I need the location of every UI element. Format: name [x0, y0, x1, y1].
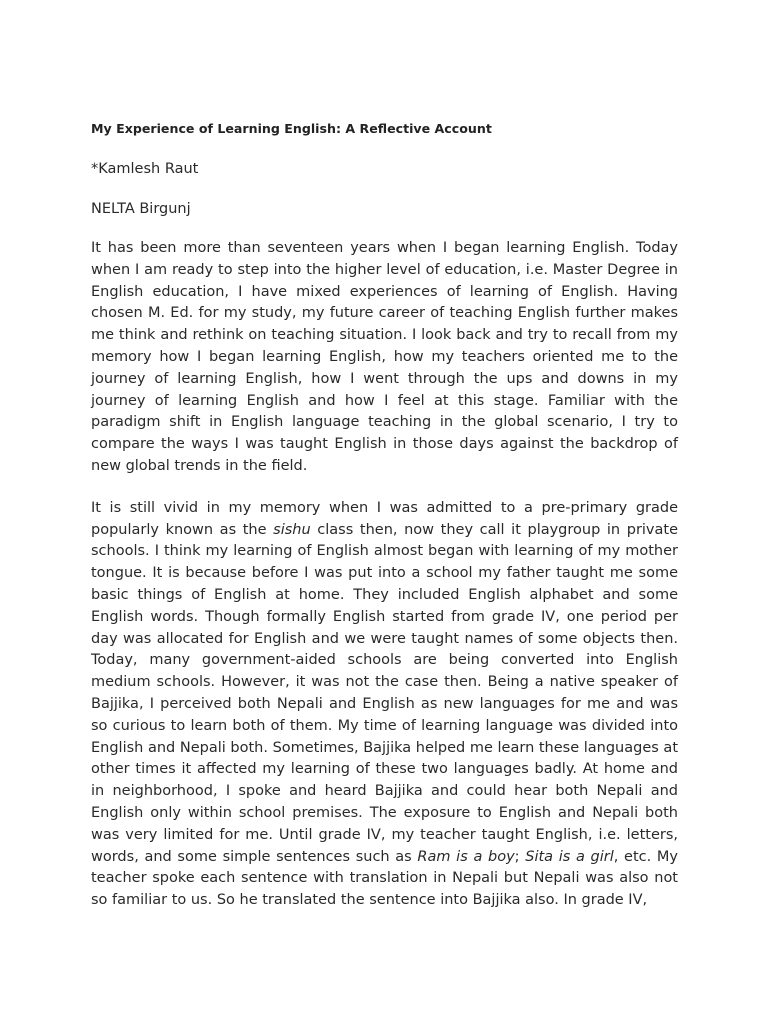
body-paragraph-1: It has been more than seventeen years when I began learning English. Today when I am ready to step into the higher level of education, i.e. Master Degree in English education, I have mixed experiences of learning of English. Having chosen M. Ed. for my study, my future career of teaching English further makes me think and rethink on teaching situation. I look back and try to recall from my memory how I began learning English, how my teachers oriented me to the journey of learning English, how I went through the ups and downs in my journey of learning English and how I feel at this stage. Familiar with the paradigm shift in English language teaching in the global scenario, I try to compare the ways I was taught English in those days against the backdrop of new global trends in the field. — [91, 240, 678, 474]
paragraph-2-text: It is still vivid in my memory when I was admitted to a pre-primary grade popularly known as the — [91, 499, 678, 538]
paragraph-2-italic-example: Sita is a girl — [525, 848, 614, 865]
document-title: My Experience of Learning English: A Reflective Account — [91, 121, 492, 136]
author-name: *Kamlesh Raut — [91, 161, 199, 177]
body-paragraph-2 — [91, 498, 678, 912]
paragraph-2-text: , etc. My teacher spoke each sentence with translation in Nepali but Nepali was also not so familiar to us. So he translated the sentence into Bajjika also. In grade IV, — [91, 848, 679, 909]
paragraph-2-italic-term: sishu — [273, 521, 311, 538]
document-page — [91, 118, 678, 932]
paragraph-2-italic-example: Ram is a boy — [417, 848, 515, 865]
paragraph-2-text: ; — [514, 848, 526, 865]
author-affiliation: NELTA Birgunj — [91, 201, 191, 217]
paragraph-2-text: class then, now they call it playgroup in private schools. I think my learning of English almost began with learning of my mother tongue. It is because before I was put into a school my father taught me some basic things of English at home. They included English alphabet and some English words. Though formally English started from grade IV, one period per day was allocated for English and we were taught names of some objects then. Today, many government-aided schools are being converted into English medium schools. However, it was not the case then. Being a native speaker of Bajjika, I perceived both Nepali and English as new languages for me and was so curious to learn both of them. My time of learning language was divided into English and Nepali both. Sometimes, Bajjika helped me learn these languages at other times it affected my learning of these two languages badly. At home and in neighborhood, I spoke and heard Bajjika and could hear both Nepali and English only within school premises. The exposure to English and Nepali both was very limited for me. Until grade IV, my teacher taught English, i.e. letters, words, and some simple sentences such as — [91, 521, 679, 865]
